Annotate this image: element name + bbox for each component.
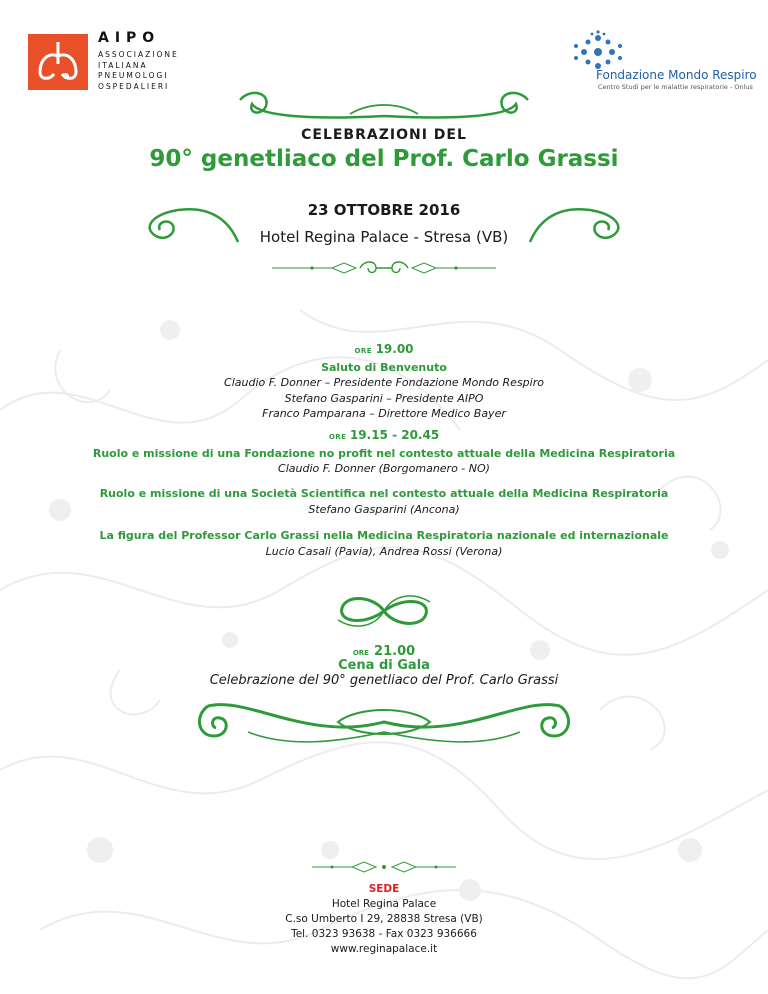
lungs-icon bbox=[28, 34, 88, 90]
event-title: 90° genetliaco del Prof. Carlo Grassi bbox=[149, 146, 619, 172]
sede-address: C.so Umberto I 29, 28838 Stresa (VB) bbox=[285, 913, 483, 925]
aipo-full-name: ASSOCIAZIONE ITALIANA PNEUMOLOGI OSPEDALIERI bbox=[98, 50, 179, 91]
event-date: 23 OTTOBRE 2016 bbox=[307, 201, 461, 219]
program-block-welcome bbox=[0, 342, 768, 422]
dinner-subtitle: Celebrazione del 90° genetliaco del Prof. Carlo Grassi bbox=[209, 673, 559, 688]
sede-phone: Tel. 0323 93638 - Fax 0323 936666 bbox=[291, 928, 477, 940]
sede-block bbox=[0, 882, 768, 957]
fondazione-name: Fondazione Mondo Respiro bbox=[596, 68, 757, 82]
program-block-dinner bbox=[0, 640, 768, 688]
program-block-talks bbox=[0, 428, 768, 477]
sede-name: Hotel Regina Palace bbox=[331, 898, 437, 910]
sede-label: SEDE bbox=[368, 883, 400, 895]
time-19-00: 19.00 bbox=[375, 342, 414, 356]
bottom-ornament bbox=[188, 692, 580, 752]
talk-title: La figura del Professor Carlo Grassi nella Medicina Respiratoria nazionale ed internazionale bbox=[99, 529, 669, 542]
time-21-00: 21.00 bbox=[374, 644, 416, 659]
speaker-line: Stefano Gasparini – Presidente AIPO bbox=[284, 391, 484, 405]
program-talk-3 bbox=[0, 528, 768, 559]
dinner-title: Cena di Gala bbox=[338, 658, 430, 673]
small-divider bbox=[272, 260, 496, 276]
talk-title: Ruolo e missione di una Fondazione no profit nel contesto attuale della Medicina Respiratoria bbox=[92, 446, 676, 460]
infinity-ornament bbox=[334, 590, 434, 632]
speaker-line: Claudio F. Donner – Presidente Fondazione Mondo Respiro bbox=[224, 376, 544, 389]
sede-divider bbox=[312, 860, 456, 874]
speaker-line: Franco Pamparana – Direttore Medico Bayer bbox=[262, 407, 506, 420]
sede-website-link[interactable]: www.reginapalace.it bbox=[330, 943, 438, 955]
aipo-logo bbox=[28, 34, 88, 90]
talk-speaker: Stefano Gasparini (Ancona) bbox=[308, 502, 460, 516]
celebrazioni-heading: CELEBRAZIONI DEL bbox=[301, 127, 467, 143]
talk-title: Ruolo e missione di una Società Scientifica nel contesto attuale della Medicina Respiratoria bbox=[99, 487, 669, 500]
ore-label: ORE bbox=[354, 347, 373, 355]
ore-label: ORE bbox=[328, 433, 347, 441]
top-ornament bbox=[230, 86, 538, 126]
fondazione-subtitle: Centro Studi per le malattie respiratorie - Onlus bbox=[598, 83, 753, 91]
talk-speaker: Lucio Casali (Pavia), Andrea Rossi (Verona) bbox=[265, 544, 503, 558]
talk-speaker: Claudio F. Donner (Borgomanero - NO) bbox=[278, 462, 490, 475]
ore-label: ORE bbox=[352, 649, 369, 657]
program-talk-2 bbox=[0, 486, 768, 517]
aipo-name: AIPO bbox=[98, 30, 161, 46]
event-venue: Hotel Regina Palace - Stresa (VB) bbox=[259, 228, 509, 246]
welcome-title: Saluto di Benvenuto bbox=[321, 360, 447, 374]
time-19-15: 19.15 - 20.45 bbox=[349, 428, 440, 442]
